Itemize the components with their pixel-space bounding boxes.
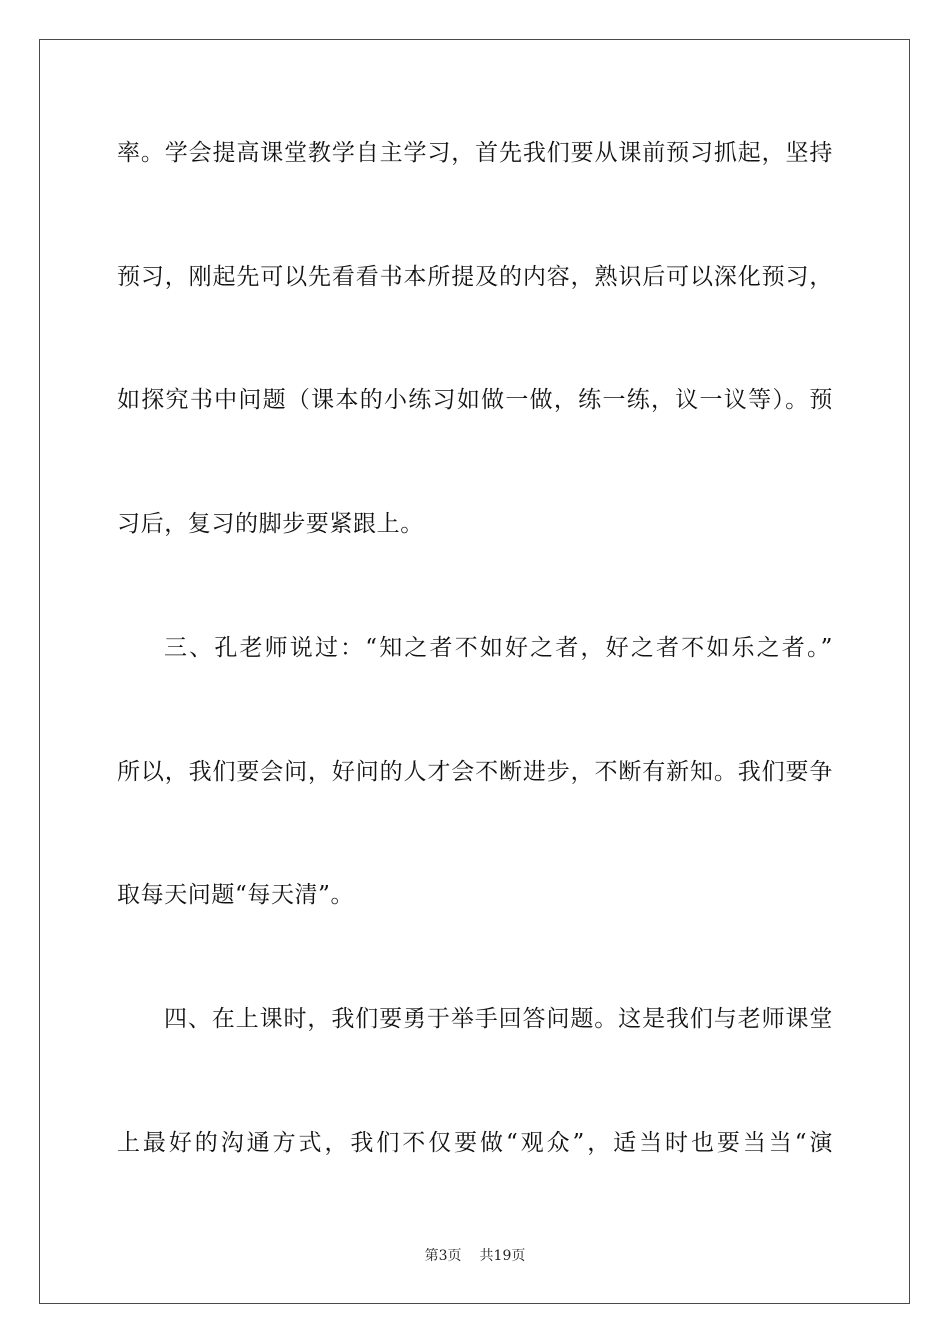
body-text-line: 如探究书中问题（课本的小练习如做一做，练一练，议一议等）。预 xyxy=(117,387,833,413)
page-total: 共19页 xyxy=(479,1248,526,1264)
body-text-line: 取每天问题“每天清”。 xyxy=(117,882,355,908)
body-text-line: 上最好的沟通方式，我们不仅要做“观众”，适当时也要当当“演 xyxy=(117,1130,833,1156)
paragraph-start-line: 三、孔老师说过：“知之者不如好之者，好之者不如乐之者。” xyxy=(164,635,833,661)
body-text-line: 习后，复习的脚步要紧跟上。 xyxy=(117,511,424,537)
page-footer xyxy=(0,1247,950,1265)
page-frame xyxy=(39,39,910,1304)
body-text-line: 预习，刚起先可以先看看书本所提及的内容，熟识后可以深化预习， xyxy=(117,264,833,290)
page-number: 第3页 xyxy=(424,1248,462,1264)
paragraph-start-line: 四、在上课时，我们要勇于举手回答问题。这是我们与老师课堂 xyxy=(164,1006,833,1032)
body-text-line: 所以，我们要会问，好问的人才会不断进步，不断有新知。我们要争 xyxy=(117,759,833,785)
body-text-line: 率。学会提高课堂教学自主学习，首先我们要从课前预习抓起，坚持 xyxy=(117,140,833,166)
